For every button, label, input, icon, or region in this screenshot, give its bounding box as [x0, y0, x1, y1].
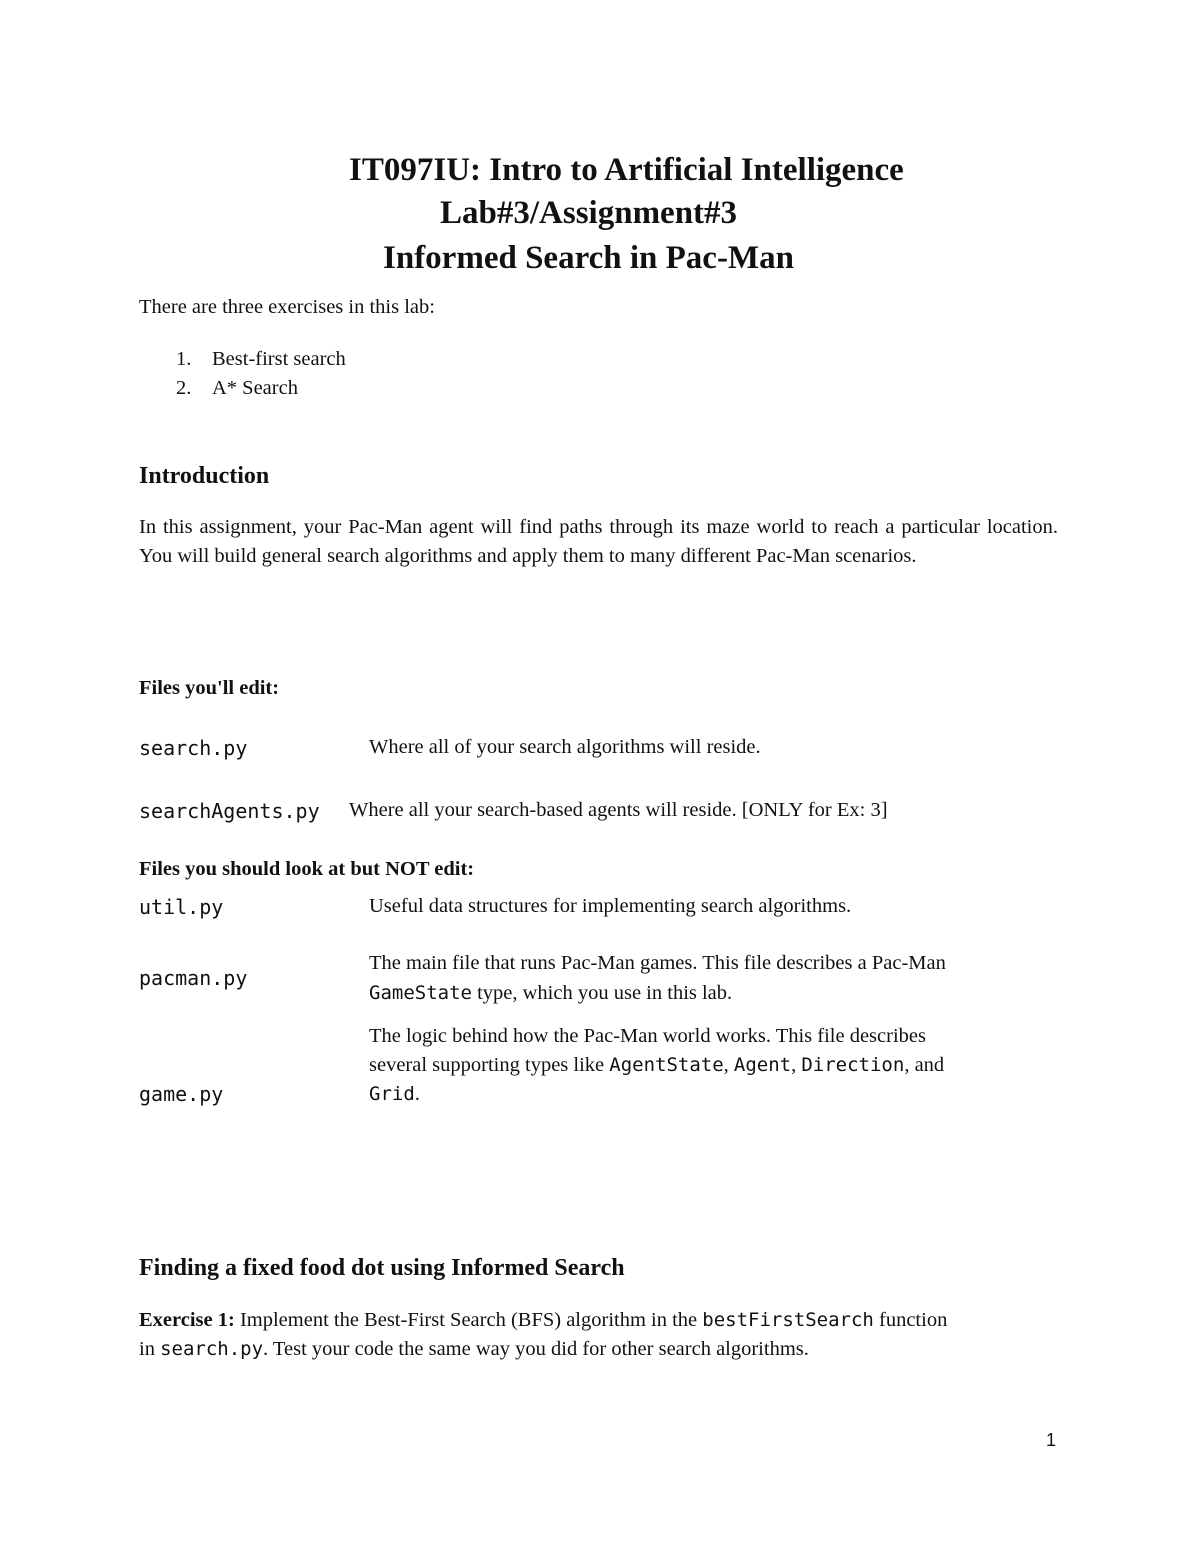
document-subtitle-topic: Informed Search in Pac-Man [383, 240, 794, 276]
section-heading-introduction: Introduction [139, 463, 270, 489]
inline-code: Agent [733, 1054, 792, 1076]
file-name-game: game.py [139, 1082, 224, 1106]
list-item: Best-first search [212, 348, 346, 370]
file-name-search: search.py [139, 736, 248, 760]
inline-code: AgentState [609, 1054, 724, 1076]
inline-code: Grid [369, 1083, 415, 1105]
page-number: 1 [1046, 1430, 1057, 1450]
file-desc-game-line2: several supporting types like AgentState, Agent, Direction, and [369, 1054, 945, 1076]
file-desc-game-line3: Grid. [369, 1083, 420, 1105]
file-name-pacman: pacman.py [139, 966, 248, 990]
exercise-1-line1: Exercise 1: Implement the Best-First Search (BFS) algorithm in the bestFirstSearch function [139, 1309, 948, 1331]
file-desc-pacman-line1: The main file that runs Pac-Man games. This file describes a Pac-Man [369, 952, 946, 974]
section-heading-finding: Finding a fixed food dot using Informed Search [139, 1255, 625, 1281]
list-item-number: 2. [176, 377, 192, 399]
files-edit-heading: Files you'll edit: [139, 677, 280, 699]
file-desc-searchagents: Where all your search-based agents will reside. [ONLY for Ex: 3] [349, 799, 888, 821]
file-desc-util: Useful data structures for implementing search algorithms. [369, 895, 852, 917]
exercise-label: Exercise 1: [139, 1309, 235, 1331]
file-desc-pacman-line2: GameState type, which you use in this lab. [369, 982, 733, 1004]
file-name-searchagents: searchAgents.py [139, 799, 320, 823]
list-item: A* Search [212, 377, 298, 399]
file-desc-game-line1: The logic behind how the Pac-Man world works. This file describes [369, 1025, 926, 1047]
inline-code: search.py [160, 1338, 264, 1360]
inline-code: bestFirstSearch [702, 1309, 874, 1331]
document-subtitle-lab: Lab#3/Assignment#3 [440, 195, 738, 231]
list-item-number: 1. [176, 348, 192, 370]
files-look-heading: Files you should look at but NOT edit: [139, 858, 475, 880]
inline-code: GameState [369, 982, 472, 1004]
introduction-paragraph: In this assignment, your Pac-Man agent will find paths through its maze world to reach a particular location. You will build general search algorithms and apply them to many different Pac-Man scenarios. [139, 516, 1058, 567]
file-desc-search: Where all of your search algorithms will reside. [369, 736, 761, 758]
file-name-util: util.py [139, 895, 224, 919]
exercise-1-line2: in search.py. Test your code the same way you did for other search algorithms. [139, 1338, 809, 1360]
document-title: IT097IU: Intro to Artificial Intelligence [349, 152, 904, 188]
inline-code: Direction [801, 1054, 905, 1076]
intro-sentence: There are three exercises in this lab: [139, 296, 435, 318]
